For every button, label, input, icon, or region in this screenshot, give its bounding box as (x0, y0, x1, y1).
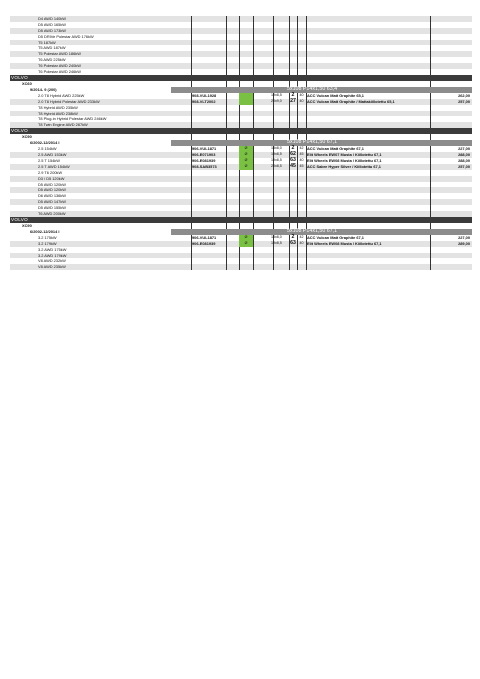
stock-indicator: Ø (239, 152, 253, 158)
grid-line (191, 264, 192, 270)
row-label: T5 187kW (38, 39, 56, 45)
row-label: 2.5 T 154kW (38, 157, 60, 163)
product-name: Elit Wheels EW08 Musta / Kiillotettu 67,1 (307, 157, 382, 163)
row-label: 3.2 AWD 179kW (38, 252, 67, 258)
wheel-size: 19x8,5 (271, 92, 282, 97)
et-offset: 42 (299, 146, 304, 151)
et-offset: 45 (299, 163, 304, 168)
row-label: T8 Hybrid AWD 235kW (38, 104, 78, 110)
row-label: D5 AWD 120kW (38, 187, 66, 193)
quantity: 45 (290, 162, 296, 169)
quantity: 63 (290, 156, 296, 163)
grid-line (239, 264, 240, 270)
row-label: D5 AWD 147kW (38, 199, 66, 205)
row-label: T6 AWD 200kW (38, 210, 66, 216)
product-code: 906-E071903 (192, 152, 216, 158)
stock-indicator: Ø (239, 164, 253, 170)
quantity: 27 (290, 97, 296, 104)
wheel-size: 18x8,0 (271, 146, 282, 151)
wheel-size: 19x8,5 (271, 152, 282, 157)
product-name: ACC Vulcan Matt Graphite 65,1 (307, 92, 364, 98)
row-label: XC90 (22, 134, 32, 140)
row-label: 2.5 T AWD 154kW (38, 163, 70, 169)
product-code: 908-VLT2002 (192, 98, 216, 104)
brand-name: VOLVO (11, 216, 28, 222)
et-offset: 40 (299, 92, 304, 97)
quantity: 62 (290, 151, 296, 158)
price: 257,00 (458, 98, 470, 104)
product-name: ACC Sabre Hyper Silver / Kiillotettu 67,1 (307, 163, 381, 169)
grid-line (289, 264, 290, 270)
et-offset: 42 (299, 234, 304, 239)
row-label: D5 AWD 173kW (38, 27, 66, 33)
grid-line (273, 264, 274, 270)
product-code: 908-VUL1928 (192, 92, 217, 98)
bolt-pattern-label: 5x108 P14x1,50 67,1 (287, 139, 338, 146)
bolt-pattern-label: 5x108 P14x1,50 67,1 (287, 227, 338, 234)
row-label: V8 AWD 232kW (38, 258, 66, 264)
et-offset: 40 (299, 157, 304, 162)
row-label: 2.5 154kW (38, 146, 57, 152)
product-code: 906-E081939 (192, 240, 216, 246)
grid-line (297, 264, 298, 270)
product-name: ACC Vulcan Matt Graphite / Mattakiillotettu 65,1 (307, 98, 395, 104)
period-label: 6/2002-12/2014 I (10, 229, 171, 235)
grid-line (306, 264, 307, 270)
price: 288,00 (458, 157, 470, 163)
product-name: Elit Wheels EW08 Musta / Kiillotettu 67,1 (307, 240, 382, 246)
stock-indicator: Ø (239, 158, 253, 164)
row-label: 3.2 175kW (38, 234, 57, 240)
row-label: T8 Twin Engine AWD 287kW (38, 122, 88, 128)
row-label: D4 AWD 140kW (38, 16, 66, 21)
grid-line (226, 264, 227, 270)
row-label: V8 AWD 235kW (38, 264, 66, 270)
row-label: 2.5 AWD 153kW (38, 152, 67, 158)
row-label: 3.2 179kW (38, 240, 57, 246)
row-label: T8 Plug-in Hybrid Polestar AWD 246kW (38, 116, 107, 122)
bolt-pattern-label: 5x108 P14x1,50 63,4 (287, 85, 338, 92)
row-label: 2.9 T6 200kW (38, 169, 63, 175)
row-label: D5 AWD 120kW (38, 181, 66, 187)
price: 262,00 (458, 92, 470, 98)
row-label: D6 AWD 136kW (38, 193, 66, 199)
quantity: 2 (291, 145, 295, 152)
row-label: T5 Polestar AWD 186kW (38, 51, 81, 57)
row-label: D5 DRIVe Polestar AWD 176kW (38, 33, 94, 39)
row-label: D3 / D5 120kW (38, 175, 65, 181)
stock-indicator: Ø (239, 235, 253, 241)
period-label: 9/2014- 9 (200) (10, 87, 171, 93)
et-offset: 40 (299, 240, 304, 245)
quantity: 2 (291, 233, 295, 240)
row-label: 2.0 T8 Hybrid AWD 225kW (38, 92, 85, 98)
row-label: XC90 (22, 223, 32, 229)
grid-line (253, 264, 254, 270)
row-label: T8 Hybrid AWD 238kW (38, 110, 78, 116)
wheel-size: 20x8,5 (271, 163, 282, 168)
wheel-size: 20x9,0 (271, 98, 282, 103)
row-label: T6 AWD 225kW (38, 57, 66, 63)
row-label: D5 AWD 155kW (38, 205, 66, 211)
grid-line (430, 264, 431, 270)
price: 227,00 (458, 146, 470, 152)
price: 289,00 (458, 240, 470, 246)
product-code: 908-SAB3573 (192, 163, 217, 169)
table-row (10, 264, 472, 270)
price: 227,00 (458, 234, 470, 240)
product-code: 906-E081939 (192, 157, 216, 163)
et-offset: 40 (299, 98, 304, 103)
price: 257,00 (458, 163, 470, 169)
row-label: T6 Polestar AWD 240kW (38, 63, 81, 69)
quantity: 2 (291, 91, 295, 98)
product-code: 906-VUL1871 (192, 146, 217, 152)
row-label: 3.2 AWD 175kW (38, 246, 67, 252)
brand-name: VOLVO (11, 128, 28, 134)
product-code: 906-VUL1871 (192, 234, 217, 240)
stock-indicator: Ø (239, 241, 253, 247)
product-name: ACC Vulcan Matt Graphite 67,1 (307, 234, 364, 240)
row-label: D5 AWD 165kW (38, 21, 66, 27)
price: 288,00 (458, 152, 470, 158)
row-label: XC60 (22, 81, 32, 87)
et-offset: 45 (299, 152, 304, 157)
row-label: T6 Polestar AWD 246kW (38, 69, 81, 75)
wheel-size: 18x8,0 (271, 234, 282, 239)
brand-name: VOLVO (11, 74, 28, 80)
quantity: 63 (290, 239, 296, 246)
row-label: 2.0 T8 Hybrid Polestar AWD 233kW (38, 98, 100, 104)
row-label: T5 AWD 187kW (38, 45, 66, 51)
catalog-page (10, 16, 472, 270)
wheel-size: 19x8,5 (271, 240, 282, 245)
period-label: 6/2002-12/2014 I (10, 140, 171, 146)
product-name: Elit Wheels EW07 Musta / Kiillotettu 67,1 (307, 152, 382, 158)
product-name: ACC Vulcan Matt Graphite 67,1 (307, 146, 364, 152)
wheel-size: 19x8,5 (271, 157, 282, 162)
stock-indicator: Ø (239, 146, 253, 152)
